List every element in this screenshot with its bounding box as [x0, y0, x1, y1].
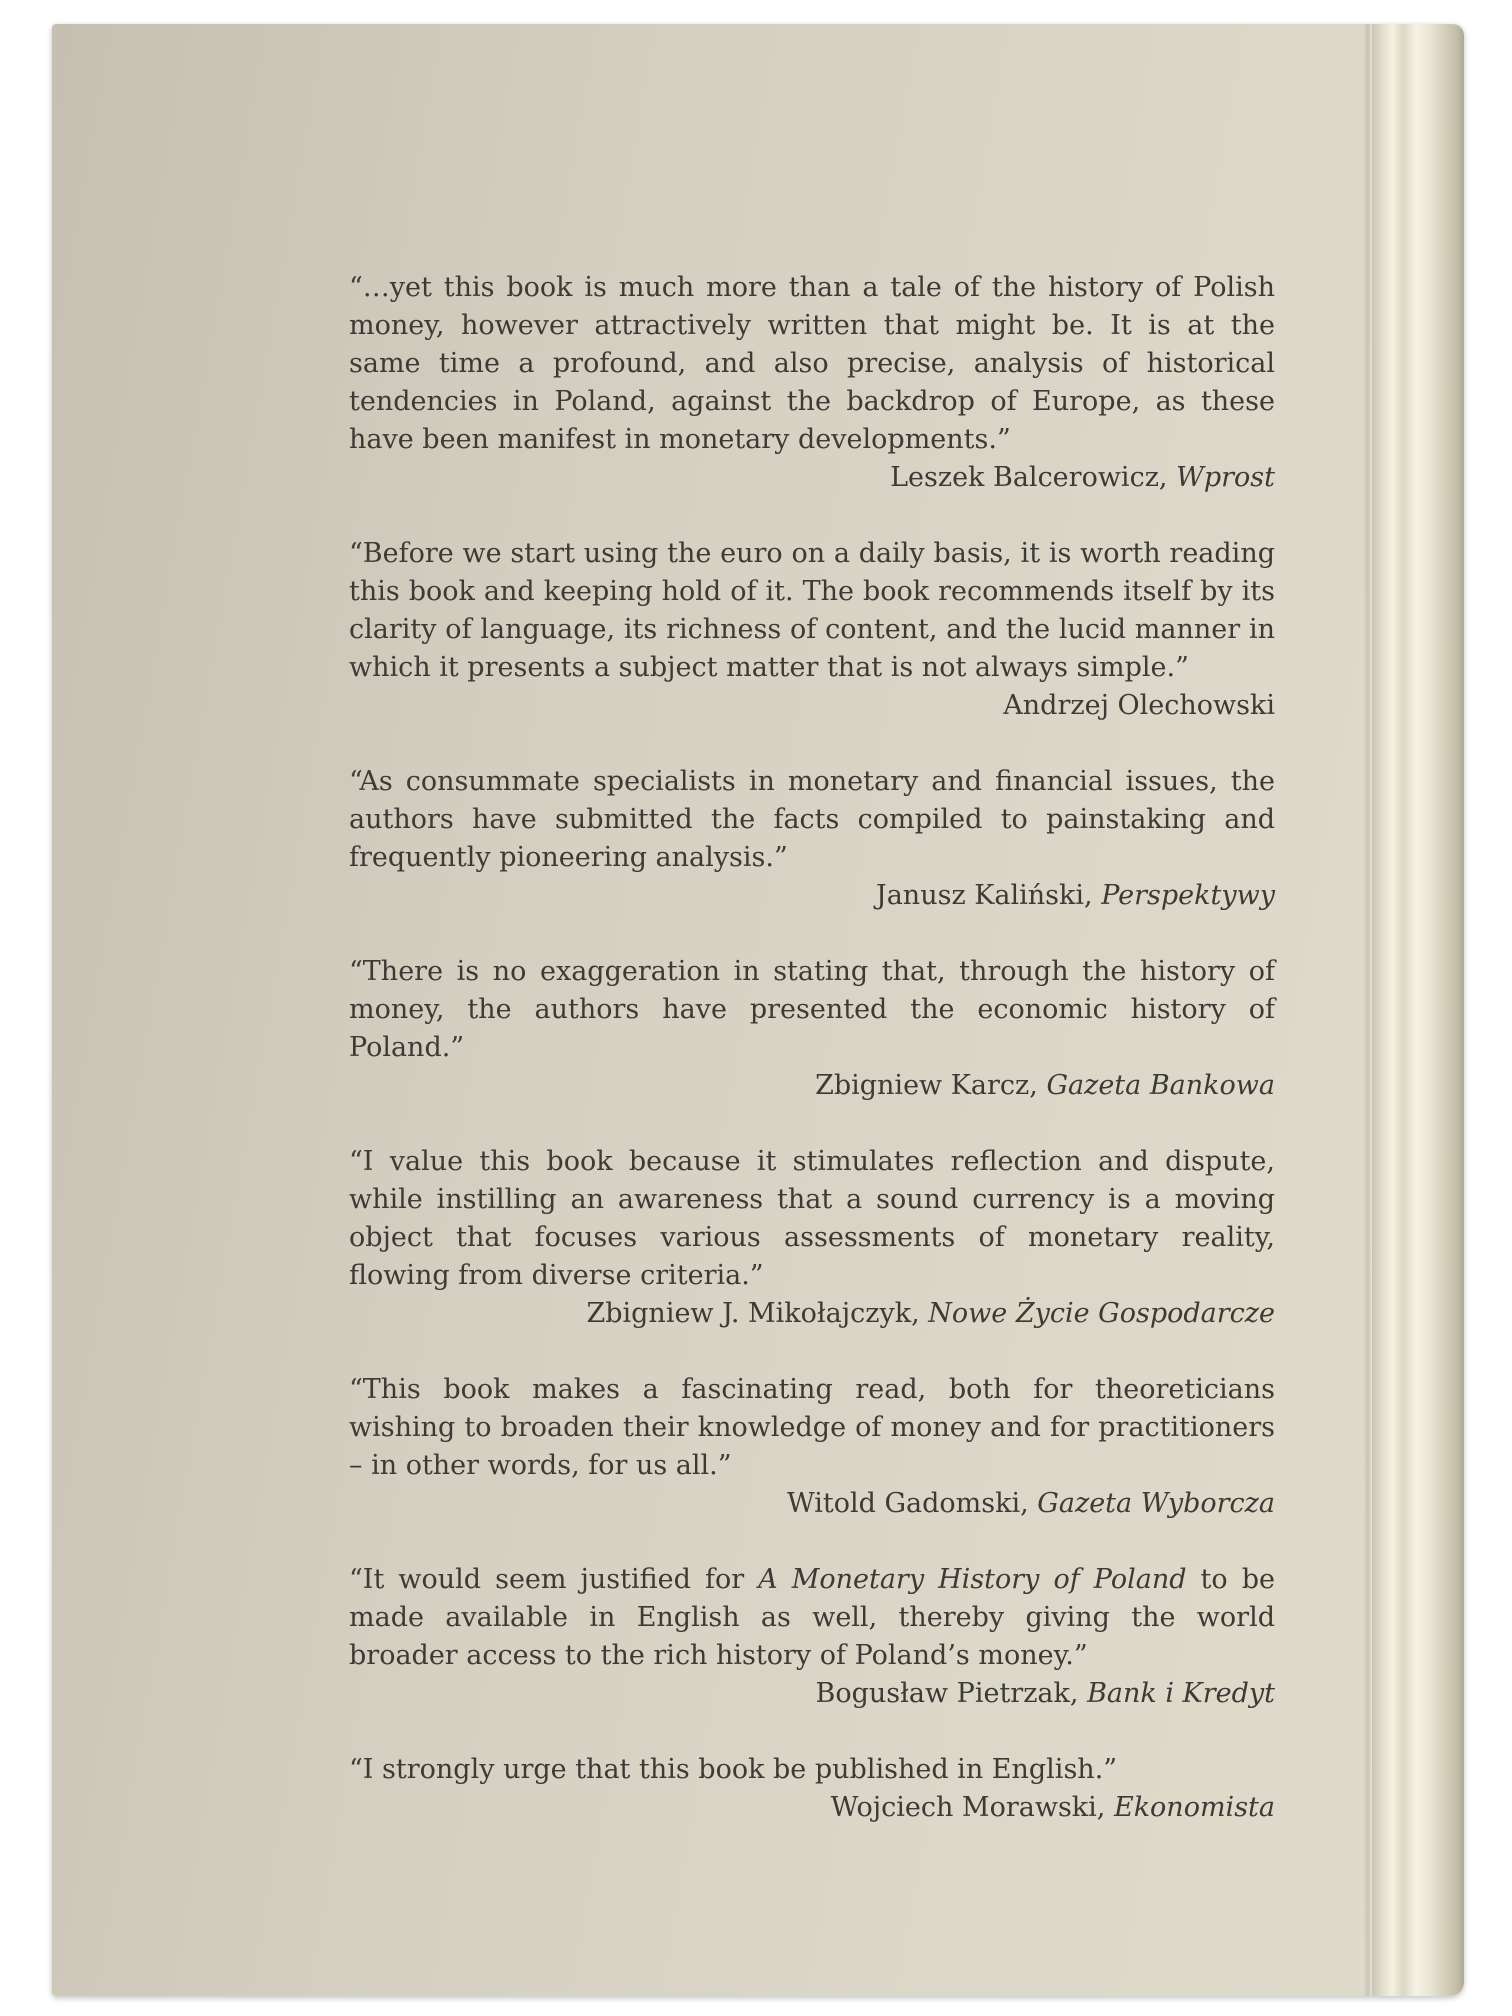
review-quote-end: to be made available in English as well, thereby giving the world broader access to the rich history of Poland’s money.” [349, 1564, 1275, 1671]
review-source: Bank i Kredyt [1087, 1678, 1275, 1709]
review-mikolajczyk [349, 1143, 1275, 1333]
review-author: Janusz Kaliński, [875, 880, 1102, 911]
review-author: Wojciech Morawski, [830, 1792, 1114, 1823]
reviews-column [349, 269, 1275, 1865]
review-quote: “Before we start using the euro on a daily basis, it is worth reading this book and keeping hold of it. The book recommends itself by its clarity of language, its richness of content, and the lucid manner in which it presents a subject matter that is not always simple.” [349, 538, 1275, 683]
review-author: Bogusław Pietrzak, [815, 1678, 1088, 1709]
review-quote: “As consummate specialists in monetary and financial issues, the authors have submitted the facts compiled to painstaking and frequently pioneering analysis.” [349, 766, 1275, 873]
review-author: Witold Gadomski, [786, 1488, 1038, 1519]
review-quote [349, 1561, 1275, 1675]
review-pietrzak [349, 1561, 1275, 1713]
book-back-cover [52, 24, 1464, 1996]
book-title-reference: A Monetary History of Poland [758, 1564, 1187, 1595]
review-olechowski [349, 535, 1275, 725]
review-source: Gazeta Wyborcza [1037, 1488, 1275, 1519]
review-attribution [349, 1675, 1275, 1713]
review-source: Perspektywy [1101, 880, 1275, 911]
book-spine [1372, 24, 1464, 1996]
review-author: Leszek Balcerowicz, [890, 462, 1177, 493]
review-quote: “This book makes a fascinating read, both for theoreticians wishing to broaden their knowledge of money and for practitioners – in other words, for us all.” [349, 1374, 1275, 1481]
review-source: Ekonomista [1113, 1792, 1275, 1823]
review-quote: “There is no exaggeration in stating that, through the history of money, the authors have presented the economic history of Poland.” [349, 956, 1275, 1063]
review-source: Gazeta Bankowa [1046, 1070, 1275, 1101]
review-attribution [349, 1789, 1275, 1827]
review-attribution [349, 1485, 1275, 1523]
review-quote-start: “It would seem justified for [349, 1564, 759, 1595]
review-attribution [349, 687, 1275, 725]
review-attribution [349, 1295, 1275, 1333]
review-morawski [349, 1751, 1275, 1827]
review-kalinski [349, 763, 1275, 915]
review-source: Wprost [1176, 462, 1275, 493]
review-attribution [349, 1067, 1275, 1105]
review-author: Zbigniew Karcz, [815, 1070, 1047, 1101]
review-attribution [349, 877, 1275, 915]
review-quote: “I strongly urge that this book be published in English.” [349, 1754, 1118, 1785]
review-karcz [349, 953, 1275, 1105]
review-author: Zbigniew J. Mikołajczyk, [586, 1298, 929, 1329]
review-quote: “…yet this book is much more than a tale of the history of Polish money, however attractively written that might be. It is at the same time a profound, and also precise, analysis of historical tendencies in Poland, against the backdrop of Europe, as these have been manifest in monetary developments.” [349, 272, 1275, 455]
review-author: Andrzej Olechowski [1003, 690, 1275, 721]
review-attribution [349, 459, 1275, 497]
review-source: Nowe Życie Gospodarcze [928, 1298, 1275, 1329]
review-balcerowicz [349, 269, 1275, 497]
review-gadomski [349, 1371, 1275, 1523]
review-quote: “I value this book because it stimulates reflection and dispute, while instilling an awareness that a sound currency is a moving object that focuses various assessments of monetary reality, flowing from diverse criteria.” [349, 1146, 1275, 1291]
spine-groove [1364, 24, 1372, 1996]
